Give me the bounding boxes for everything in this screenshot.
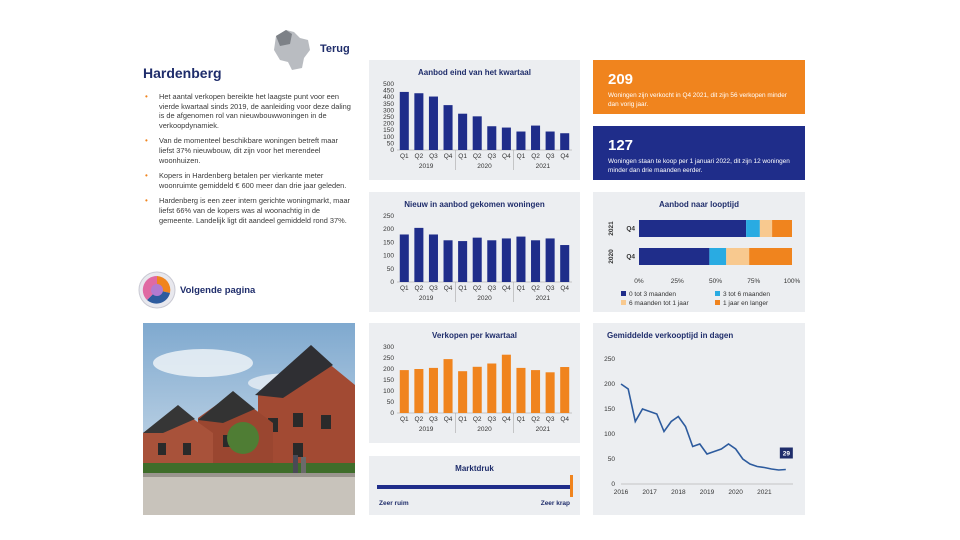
bar (516, 368, 525, 413)
chart-title: Nieuw in aanbod gekomen woningen (404, 200, 545, 209)
y-tick-label: 100 (604, 431, 615, 438)
x-tick-label: Q3 (487, 285, 497, 292)
group-label: 2020 (477, 163, 492, 170)
x-tick-label: Q1 (516, 153, 526, 160)
pie-icon (138, 271, 176, 309)
stack-segment (639, 220, 746, 237)
x-tick-label: 100% (783, 278, 801, 285)
y-tick-label: 250 (383, 114, 394, 121)
x-tick-label: 75% (747, 278, 761, 285)
x-tick-label: Q3 (429, 416, 438, 423)
next-page-button[interactable] (138, 269, 308, 311)
x-tick-label: Q2 (531, 416, 540, 423)
x-tick-label: Q4 (502, 416, 511, 423)
bar (546, 238, 555, 282)
kpi-for-sale (593, 126, 805, 180)
y-tick-label: 0 (390, 279, 394, 286)
bar (487, 240, 496, 282)
y-tick-label: 450 (383, 87, 394, 95)
bar (458, 371, 467, 413)
bar (400, 234, 409, 282)
group-label: 2019 (418, 426, 434, 433)
marktdruk-left-label: Zeer ruim (379, 500, 409, 507)
x-tick-label: 2018 (671, 489, 686, 496)
legend-label: 1 jaar en langer (723, 300, 769, 307)
x-tick-label: Q1 (516, 285, 526, 292)
year-label: 2020 (608, 249, 615, 264)
bar (414, 93, 423, 150)
bar (414, 228, 423, 282)
marktdruk-marker (570, 475, 573, 497)
group-label: 2019 (418, 163, 434, 170)
legend-label: 3 tot 6 maanden (723, 291, 770, 298)
group-label: 2021 (535, 163, 551, 170)
stack-segment (760, 220, 772, 237)
y-tick-label: 350 (383, 100, 394, 108)
y-tick-label: 100 (383, 133, 394, 141)
bar (560, 133, 569, 150)
group-label: 2021 (535, 426, 551, 433)
y-tick-label: 50 (386, 265, 394, 273)
x-tick-label: Q2 (472, 285, 482, 292)
bar (400, 370, 409, 413)
y-tick-label: 200 (383, 366, 394, 373)
x-tick-label: Q1 (458, 416, 467, 423)
chart-title: Aanbod eind van het kwartaal (418, 68, 531, 77)
x-tick-label: Q2 (472, 153, 482, 160)
x-tick-label: Q3 (545, 153, 555, 160)
x-tick-label: Q3 (487, 153, 497, 160)
stack-segment (726, 248, 749, 265)
quarter-label: Q4 (626, 253, 635, 261)
bar (458, 241, 467, 282)
group-label: 2020 (477, 426, 492, 433)
x-tick-label: Q4 (502, 153, 511, 160)
y-tick-label: 150 (383, 239, 394, 247)
x-tick-label: Q3 (429, 285, 438, 292)
x-tick-label: Q1 (399, 285, 409, 292)
bar (546, 372, 555, 413)
kpi-value: 127 (608, 137, 634, 154)
x-tick-label: Q1 (399, 416, 409, 423)
back-link[interactable]: Terug (320, 43, 350, 55)
marktdruk-bar (377, 485, 572, 489)
legend-swatch (715, 291, 720, 296)
stack-segment (639, 248, 709, 265)
x-tick-label: Q4 (443, 285, 453, 292)
chart-title: Aanbod naar looptijd (659, 200, 739, 209)
y-tick-label: 0 (611, 481, 615, 488)
y-tick-label: 50 (607, 456, 615, 463)
x-tick-label: 2019 (699, 489, 715, 496)
chart-panel-aanbod (369, 60, 580, 180)
x-tick-label: Q4 (560, 416, 570, 423)
chart-verkopen (369, 323, 580, 443)
year-label: 2021 (608, 221, 615, 236)
chart-title: Verkopen per kwartaal (432, 331, 517, 340)
y-tick-label: 50 (386, 399, 394, 406)
group-label: 2019 (418, 295, 434, 302)
bar (502, 355, 511, 413)
group-label: 2021 (535, 295, 551, 302)
chart-looptijd (593, 192, 805, 312)
bar (473, 367, 482, 413)
x-tick-label: Q2 (414, 153, 424, 160)
bar (516, 237, 525, 282)
y-tick-label: 400 (383, 94, 394, 102)
bar (560, 367, 569, 413)
stack-segment (772, 220, 792, 237)
legend-swatch (715, 300, 720, 305)
bar (546, 132, 555, 150)
x-tick-label: Q3 (487, 416, 497, 423)
x-tick-label: 2021 (757, 489, 772, 496)
chart-panel-verkooptijd (593, 323, 805, 515)
bar (444, 240, 453, 282)
chart-panel-nieuw (369, 192, 580, 312)
bar (531, 240, 540, 282)
marktdruk-panel (369, 456, 580, 515)
y-tick-label: 200 (604, 381, 615, 388)
x-tick-label: 2020 (728, 489, 743, 496)
x-tick-label: Q2 (531, 153, 540, 160)
stack-segment (746, 220, 760, 237)
bar (429, 234, 438, 282)
x-tick-label: Q3 (545, 416, 555, 423)
y-tick-label: 100 (383, 252, 394, 260)
x-tick-label: Q3 (545, 285, 555, 292)
x-tick-label: Q3 (429, 153, 438, 160)
y-tick-label: 200 (383, 120, 394, 128)
bullet-item: • Hardenberg is een zeer intern gerichte woningmarkt, maar liefst 66% van de kopers was al woonachtig in de gemeente. Landelijk ligt dit aandeel gemiddeld rond 37%. (145, 196, 351, 225)
bar (531, 370, 540, 413)
y-tick-label: 300 (383, 344, 394, 351)
x-tick-label: Q4 (560, 285, 570, 292)
x-tick-label: 0% (634, 278, 644, 285)
x-tick-label: 25% (670, 278, 684, 285)
series-line (621, 384, 786, 470)
bar (444, 105, 453, 150)
marktdruk-title: Marktdruk (455, 464, 494, 473)
y-tick-label: 200 (383, 226, 394, 234)
kpi-text: Woningen zijn verkocht in Q4 2021, dit zijn 56 verkopen minder dan vorig jaar. (608, 92, 787, 108)
legend-label: 0 tot 3 maanden (629, 291, 676, 298)
y-tick-label: 250 (604, 356, 615, 363)
x-tick-label: Q2 (414, 285, 424, 292)
y-tick-label: 150 (604, 406, 615, 413)
next-page-label: Volgende pagina (180, 285, 256, 296)
stack-segment (709, 248, 726, 265)
bar (458, 114, 467, 150)
bar (531, 126, 540, 150)
stack-segment (749, 248, 792, 265)
bullet-item: • Van de momenteel beschikbare woningen betreft maar liefst 37% nieuwbouw, dit zijn voor het merendeel woonhuizen. (145, 136, 338, 165)
kpi-value: 209 (608, 71, 634, 88)
y-tick-label: 100 (383, 388, 394, 395)
x-tick-label: 50% (708, 278, 723, 285)
y-tick-label: 300 (383, 107, 394, 115)
x-tick-label: Q1 (458, 285, 467, 292)
last-value-label: 29 (782, 450, 790, 458)
x-tick-label: Q1 (516, 416, 526, 423)
y-tick-label: 250 (383, 355, 394, 362)
x-tick-label: Q4 (443, 416, 453, 423)
x-tick-label: Q1 (399, 153, 409, 160)
y-tick-label: 0 (390, 410, 394, 417)
x-tick-label: Q4 (502, 285, 511, 292)
legend-swatch (621, 300, 626, 305)
bar (473, 116, 482, 150)
bullet-item: • Kopers in Hardenberg betalen per vierkante meter woonruimte gemiddeld € 600 meer dan drie jaar geleden. (145, 171, 347, 190)
y-tick-label: 150 (383, 127, 394, 135)
bar (502, 128, 511, 150)
x-tick-label: Q1 (458, 153, 467, 160)
legend-label: 6 maanden tot 1 jaar (629, 300, 689, 307)
bullet-item: • Het aantal verkopen bereikte het laagste punt voor een vierde kwartaal sinds 2019, de aanleiding voor deze daling is de afgenomen rol van nieuwbouwwoningen in de verkoopdynamiek. (145, 92, 351, 130)
bar (560, 245, 569, 282)
y-tick-label: 150 (383, 377, 394, 384)
y-tick-label: 500 (383, 81, 394, 88)
kpi-sold (593, 60, 805, 114)
x-tick-label: Q4 (443, 153, 453, 160)
chart-title: Gemiddelde verkooptijd in dagen (607, 331, 734, 340)
bar (473, 238, 482, 282)
bullet-list (143, 92, 353, 231)
bar (444, 359, 453, 413)
house-photo (143, 323, 355, 515)
chart-panel-looptijd (593, 192, 805, 312)
y-tick-label: 50 (386, 140, 394, 148)
chart-panel-verkopen (369, 323, 580, 443)
x-tick-label: 2017 (642, 489, 657, 496)
chart-verkooptijd (593, 323, 805, 515)
x-tick-label: Q2 (472, 416, 482, 423)
y-tick-label: 0 (390, 147, 394, 154)
bar (487, 364, 496, 414)
kpi-text: Woningen staan te koop per 1 januari 2022, dit zijn 12 woningen minder dan drie maanden eerder. (608, 158, 790, 174)
bar (400, 92, 409, 150)
bar (502, 238, 511, 282)
marktdruk-right-label: Zeer krap (540, 500, 570, 507)
x-tick-label: Q2 (531, 285, 540, 292)
bar (487, 126, 496, 150)
x-tick-label: Q4 (560, 153, 570, 160)
y-tick-label: 250 (383, 213, 394, 220)
bar (429, 368, 438, 413)
bar (429, 97, 438, 150)
x-tick-label: Q2 (414, 416, 424, 423)
legend-swatch (621, 291, 626, 296)
quarter-label: Q4 (626, 225, 635, 233)
x-tick-label: 2016 (613, 489, 629, 496)
group-label: 2020 (477, 295, 492, 302)
bar (414, 369, 423, 413)
chart-aanbod (369, 60, 580, 180)
region-map-icon (272, 28, 314, 72)
chart-nieuw (369, 192, 580, 312)
page-title: Hardenberg (143, 65, 222, 81)
bar (516, 132, 525, 150)
